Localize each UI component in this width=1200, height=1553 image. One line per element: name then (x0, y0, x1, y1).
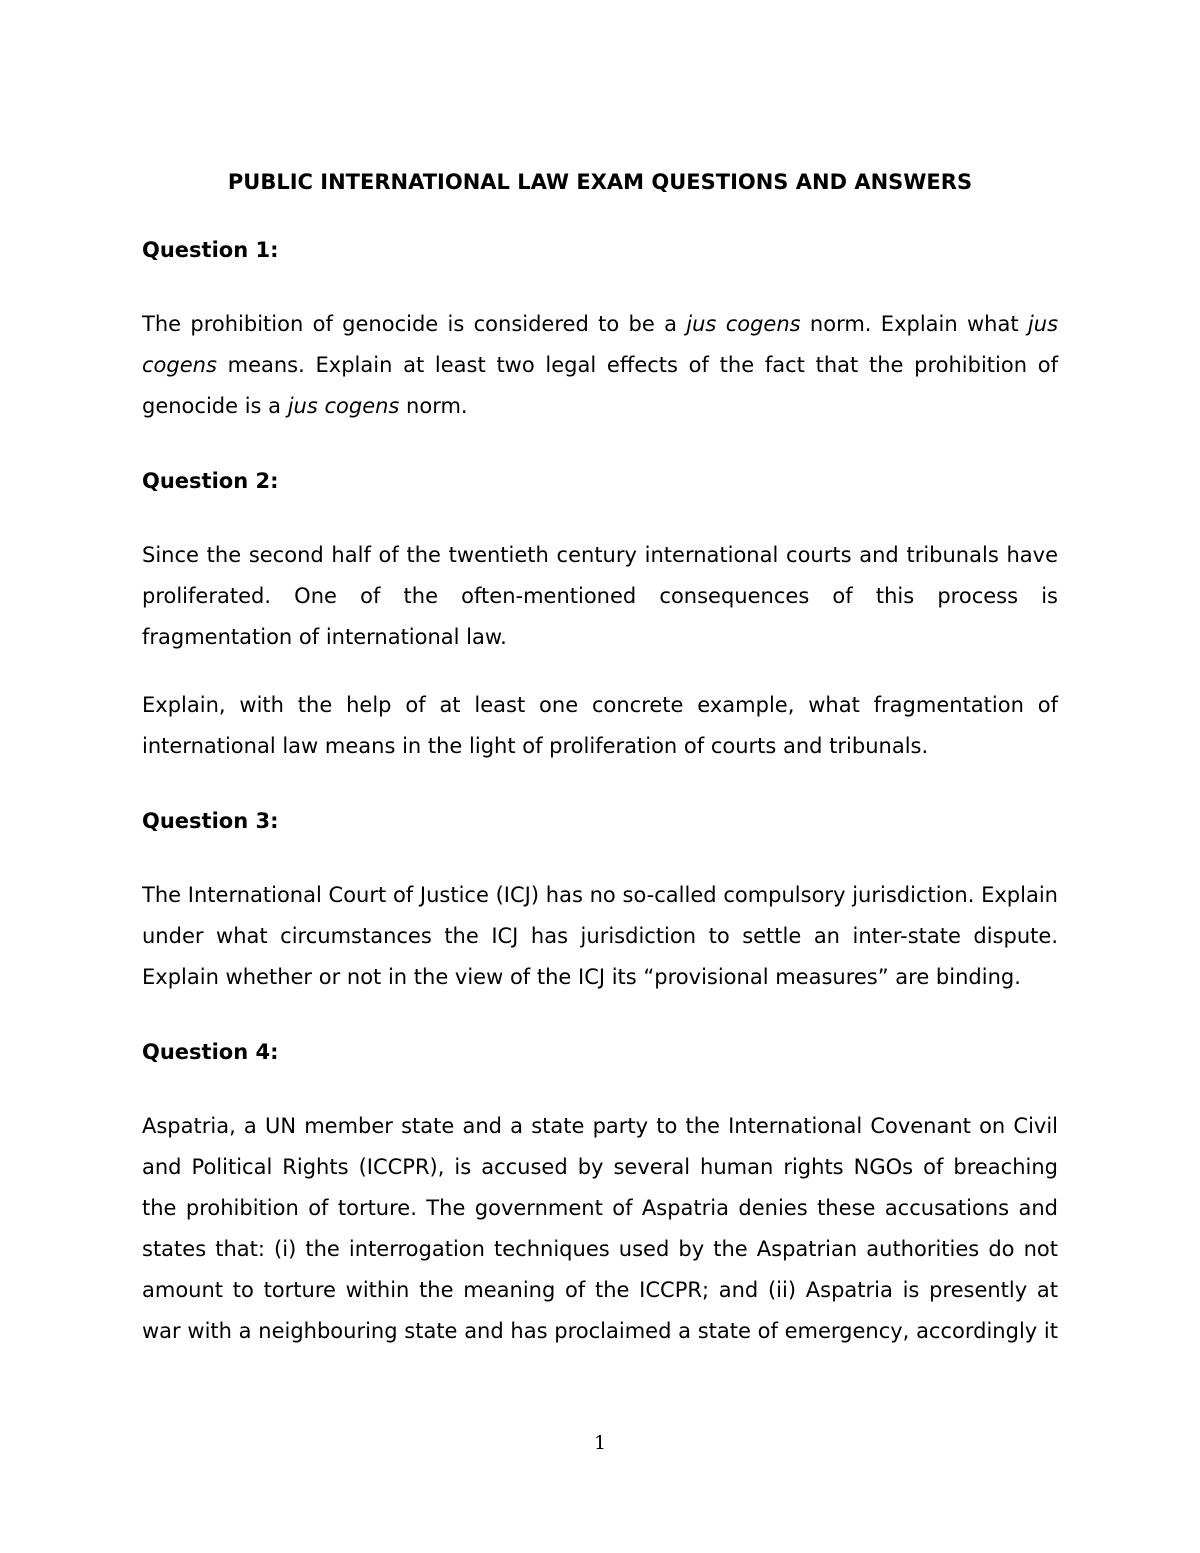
question-2-text-1 (142, 535, 1058, 658)
question-1-text-part: The prohibition of genocide is considered to be a (142, 312, 687, 336)
question-1-text-part: norm. Explain what (800, 312, 1028, 336)
question-3-text-part: The International Court of Justice (ICJ) has no so-called compulsory jurisdiction. Explain under what circumstances the ICJ has jurisdiction to settle an inter-state dispute. Explain whether or not in the view of the ICJ its “provisional measures” are binding. (142, 883, 1058, 989)
page-content (142, 168, 1058, 1352)
question-2-text-part: Since the second half of the twentieth century international courts and tribunals have proliferated. One of the often-mentioned consequences of this process is fragmentation of international law. (142, 543, 1058, 649)
question-1-text-part: norm. (399, 394, 468, 418)
question-1-heading: Question 1: (142, 238, 279, 262)
question-3-text (142, 875, 1058, 998)
question-1-text (142, 304, 1058, 427)
question-2-heading: Question 2: (142, 469, 279, 493)
question-1-text-part: means. Explain at least two legal effects of the fact that the prohibition of genocide is a (142, 353, 1058, 418)
question-4-text (142, 1106, 1058, 1352)
question-2-text-2 (142, 685, 1058, 767)
question-3-heading: Question 3: (142, 809, 279, 833)
document-title: PUBLIC INTERNATIONAL LAW EXAM QUESTIONS AND ANSWERS (227, 170, 973, 194)
jus-cogens-term: jus cogens (287, 394, 400, 418)
question-4-heading: Question 4: (142, 1040, 279, 1064)
jus-cogens-term: jus cogens (686, 312, 801, 336)
page-number: 1 (593, 1432, 607, 1454)
jus-cogens-term: jus cogens (142, 312, 1059, 377)
question-4-text-part: Aspatria, a UN member state and a state party to the International Covenant on Civil and Political Rights (ICCPR), is accused by several human rights NGOs of breaching the prohibition of torture. The government of Aspatria denies these accusations and states that: (i) the interrogation techniques used by the Aspatrian authorities do not amount to torture within the meaning of the ICCPR; and (ii) Aspatria is presently at war with a neighbouring state and has proclaimed a state of emergency, accordingly it (142, 1114, 1058, 1343)
question-2-text-part: Explain, with the help of at least one concrete example, what fragmentation of international law means in the light of proliferation of courts and tribunals. (142, 693, 1058, 758)
